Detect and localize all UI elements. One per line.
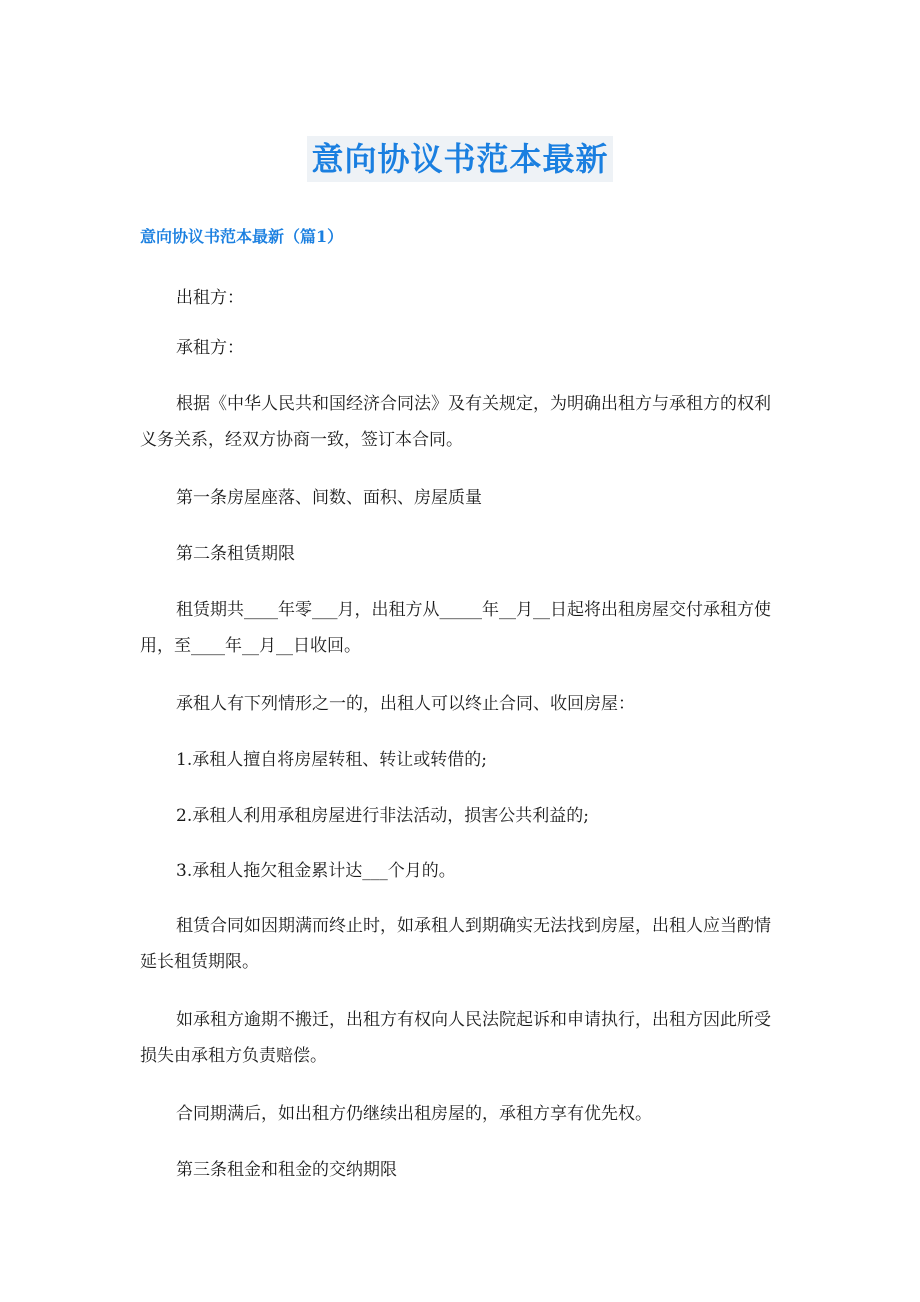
paragraph-termination-conditions: 承租人有下列情形之一的，出租人可以终止合同、收回房屋： [176,694,635,714]
section-heading: 意向协议书范本最新（篇1） [140,227,344,246]
title-container [0,136,920,182]
paragraph-basis: 根据《中华人民共和国经济合同法》及有关规定，为明确出租方与承租方的权利义务关系，经双方协商一致，签订本合同。 [140,394,771,450]
paragraph-article-3: 第三条租金和租金的交纳期限 [176,1160,397,1180]
paragraph-condition-1: 1.承租人擅自将房屋转租、转让或转借的; [176,750,487,770]
paragraph-extension: 租赁合同如因期满而终止时，如承租人到期确实无法找到房屋，出租人应当酌情延长租赁期限。 [140,916,771,972]
paragraph-condition-2: 2.承租人利用承租房屋进行非法活动，损害公共利益的; [176,806,589,826]
paragraph-lessor: 出租方： [176,288,244,308]
paragraph-condition-3: 3.承租人拖欠租金累计达___个月的。 [176,861,456,881]
paragraph-article-2: 第二条租赁期限 [176,544,295,564]
paragraph-article-1: 第一条房屋座落、间数、面积、房屋质量 [176,488,482,508]
paragraph-priority: 合同期满后，如出租方仍继续出租房屋的，承租方享有优先权。 [176,1104,652,1124]
paragraph-lease-term: 租赁期共____年零___月，出租方从_____年__月__日起将出租房屋交付承租方使用，至____年__月__日收回。 [140,600,771,656]
paragraph-lessee: 承租方： [176,338,244,358]
paragraph-overdue: 如承租方逾期不搬迁，出租方有权向人民法院起诉和申请执行，出租方因此所受损失由承租方负责赔偿。 [140,1010,771,1066]
document-title: 意向协议书范本最新 [307,136,612,182]
